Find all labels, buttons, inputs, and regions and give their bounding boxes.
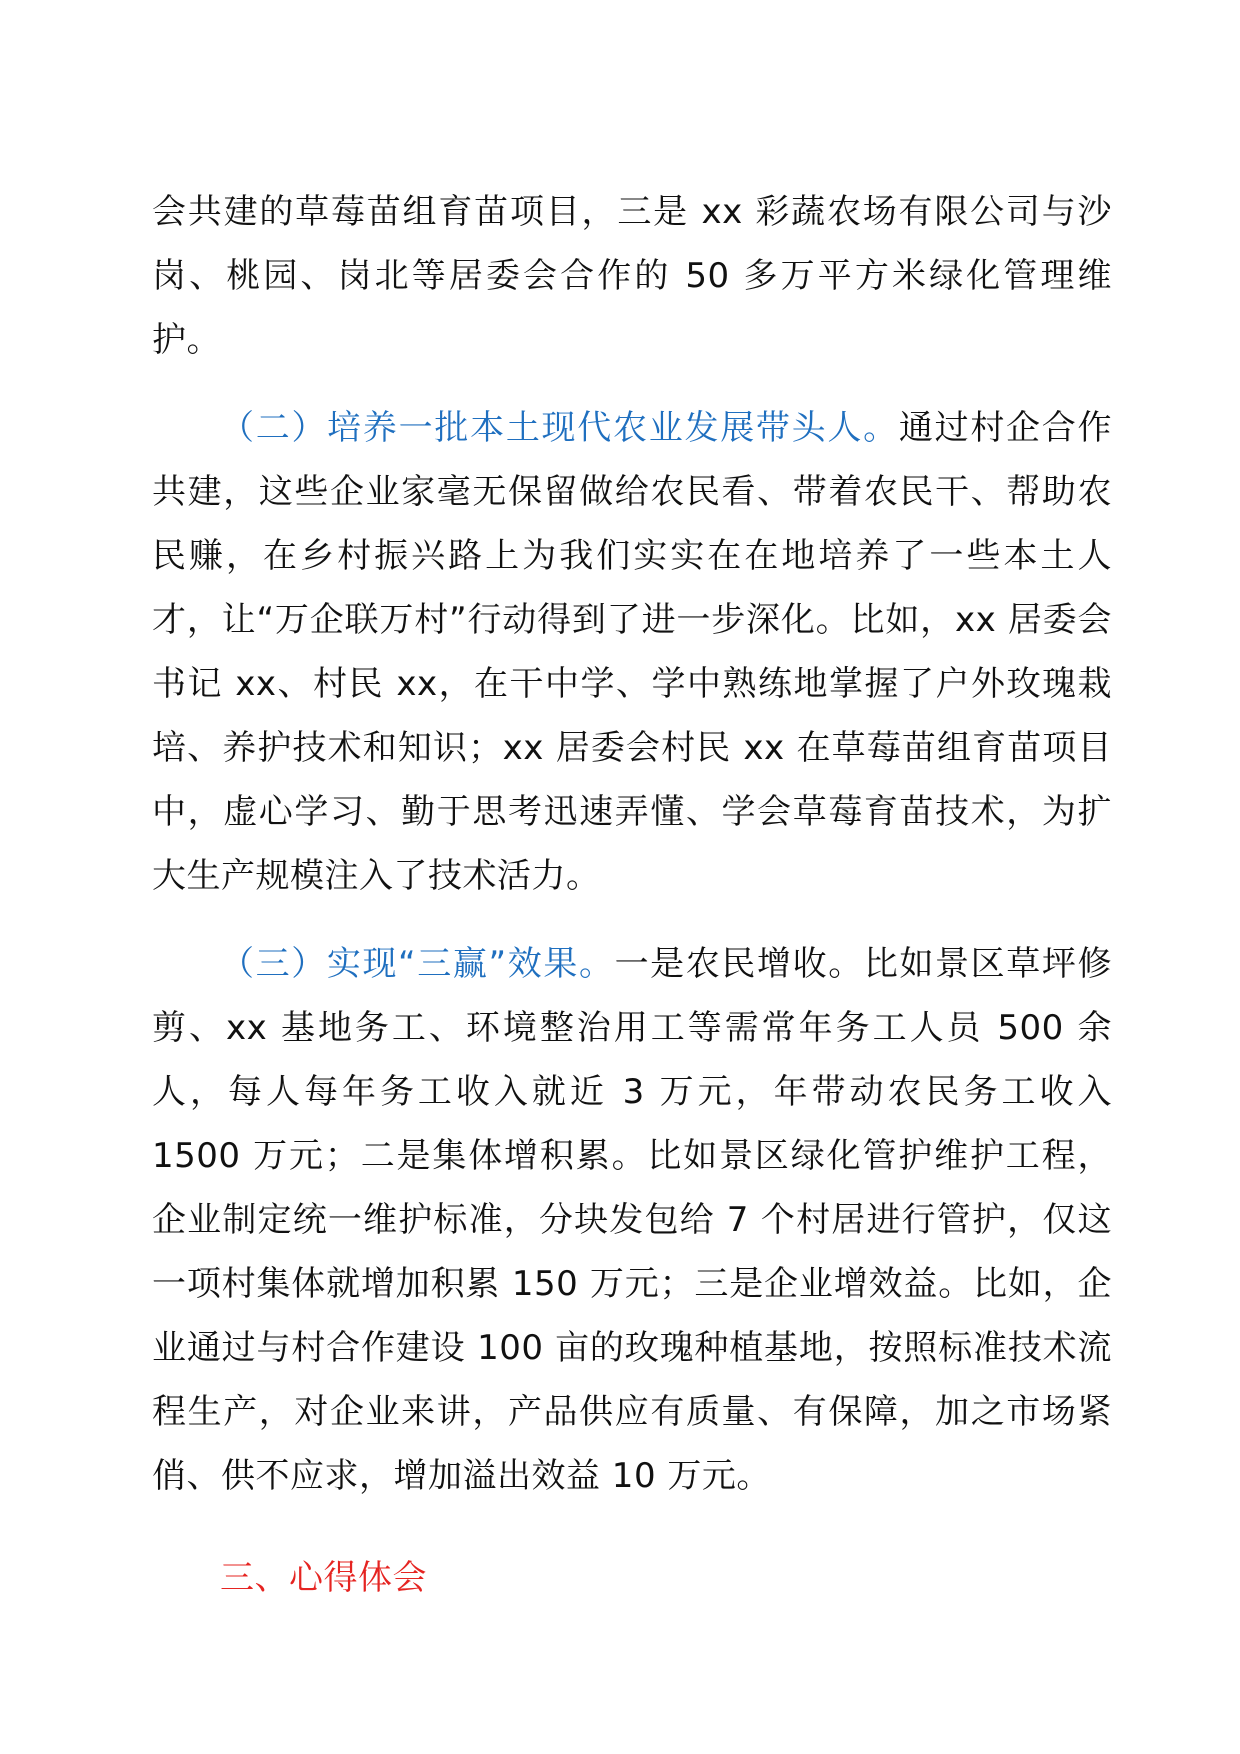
section-three-heading: （三）实现“三赢”效果。: [220, 944, 615, 984]
continuation-paragraph: 会共建的草莓苗组育苗项目，三是 xx 彩蔬农场有限公司与沙岗、桃园、岗北等居委会合作的 50 多万平方米绿化管理维护。: [152, 192, 1112, 360]
section-heading-three: 三、心得体会: [220, 1558, 427, 1598]
section-three-paragraph: [152, 932, 1112, 1508]
section-two-heading: （二）培养一批本土现代农业发展带头人。: [220, 408, 899, 448]
section-three-body: 一是农民增收。比如景区草坪修剪、xx 基地务工、环境整治用工等需常年务工人员 500 余人，每人每年务工收入就近 3 万元，年带动农民务工收入 1500 万元；二是集体增积累。比如景区绿化管护维护工程，企业制定统一维护标准，分块发包给 7 个村居进行管护，仅这一项村集体就增加积累 150 万元；三是企业增效益。比如，企业通过与村合作建设 100 亩的玫瑰种植基地，按照标准技术流程生产，对企业来讲，产品供应有质量、有保障，加之市场紧俏、供不应求，增加溢出效益 10 万元。: [152, 944, 1112, 1496]
section-two-paragraph: [152, 396, 1112, 908]
document-body: [152, 180, 1112, 1610]
section-two-body: 通过村企合作共建，这些企业家毫无保留做给农民看、带着农民干、帮助农民赚，在乡村振兴路上为我们实实在在地培养了一些本土人才，让“万企联万村”行动得到了进一步深化。比如，xx 居委会书记 xx、村民 xx，在干中学、学中熟练地掌握了户外玫瑰栽培、养护技术和知识；xx 居委会村民 xx 在草莓苗组育苗项目中，虚心学习、勤于思考迅速弄懂、学会草莓育苗技术，为扩大生产规模注入了技术活力。: [152, 408, 1113, 896]
